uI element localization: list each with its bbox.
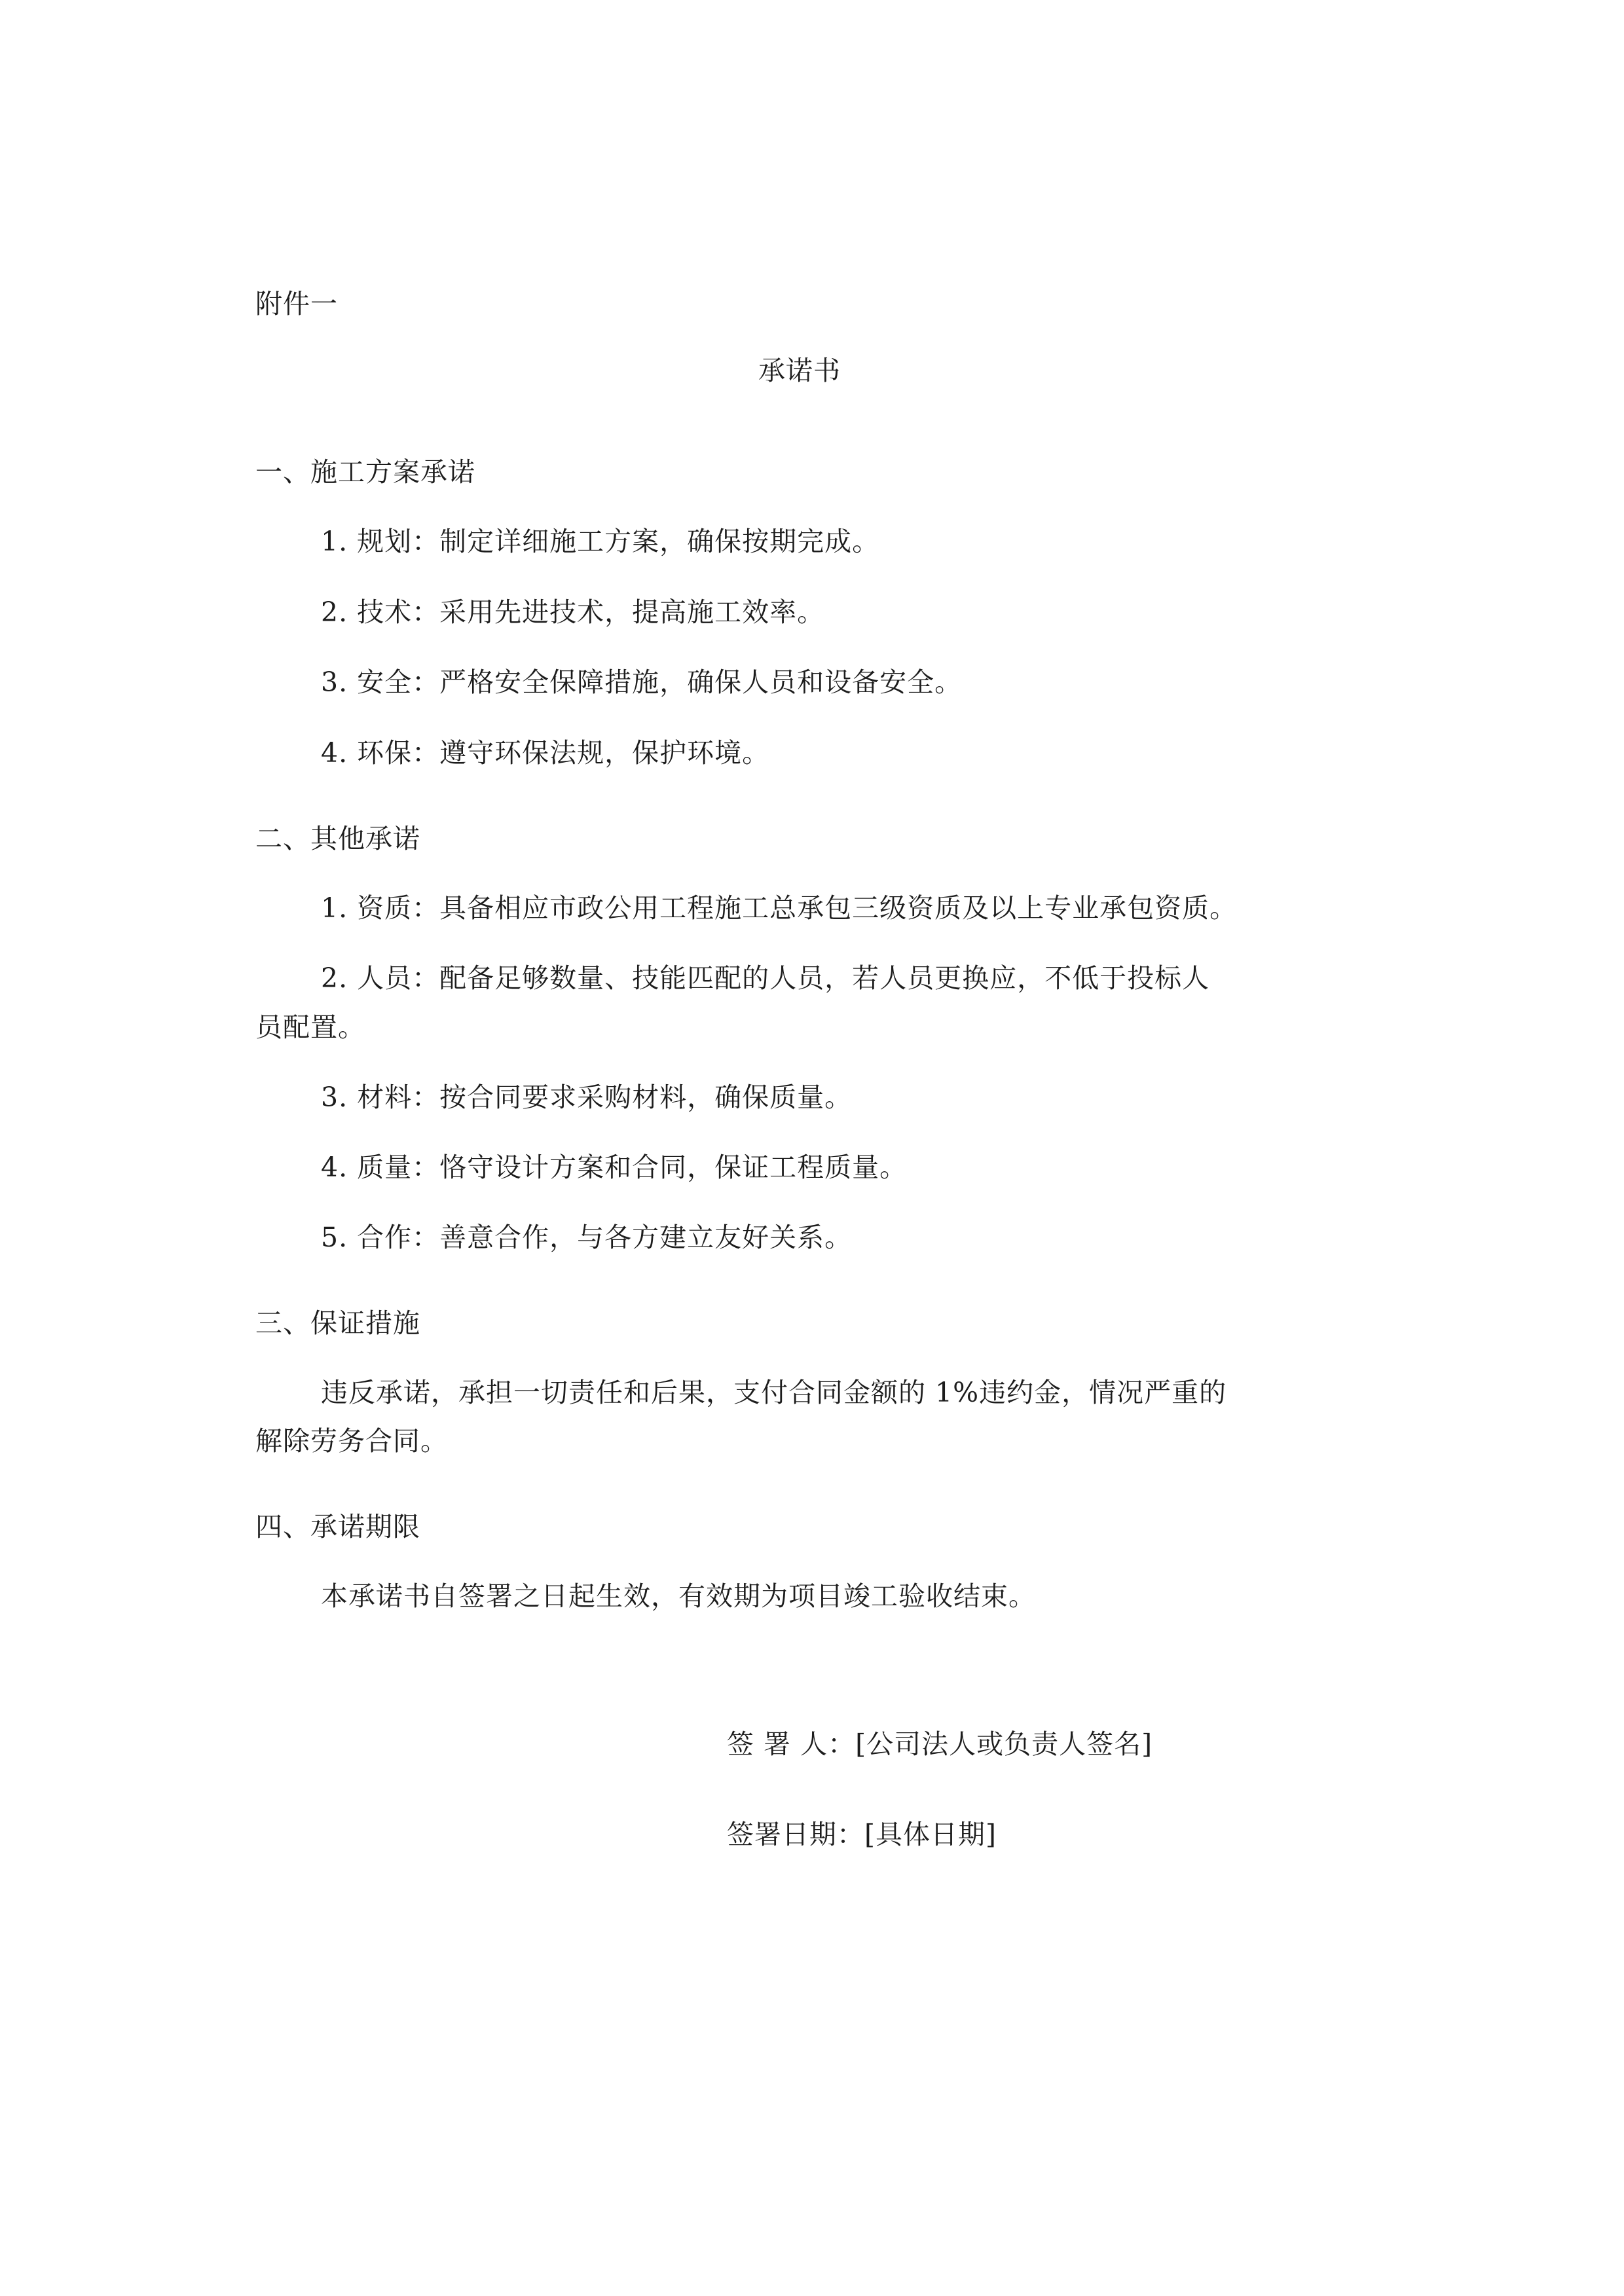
list-item: 4. 环保：遵守环保法规，保护环境。: [321, 737, 770, 769]
list-item: 5. 合作：善意合作，与各方建立友好关系。: [321, 1222, 853, 1253]
section-heading: 三、保证措施: [255, 1307, 420, 1339]
paragraph-line: 违反承诺，承担一切责任和后果，支付合同金额的 1%违约金，情况严重的: [321, 1377, 1227, 1408]
date-label: 签署日期：: [727, 1819, 864, 1850]
date-line: [727, 1819, 997, 1851]
signer-line: [727, 1728, 1153, 1760]
section-heading: 四、承诺期限: [255, 1511, 420, 1542]
paragraph-line: 解除劳务合同。: [255, 1425, 448, 1457]
section-heading: 二、其他承诺: [255, 823, 420, 854]
list-item: 1. 资质：具备相应市政公用工程施工总承包三级资质及以上专业承包资质。: [321, 892, 1238, 924]
list-item-continuation: 员配置。: [255, 1011, 365, 1043]
date-value: [具体日期]: [864, 1819, 997, 1850]
list-item: 3. 安全：严格安全保障措施，确保人员和设备安全。: [321, 666, 963, 698]
list-item: 2. 人员：配备足够数量、技能匹配的人员，若人员更换应，不低于投标人: [321, 962, 1210, 994]
list-item: 2. 技术：采用先进技术，提高施工效率。: [321, 596, 825, 628]
signer-label: 签 署 人：: [727, 1728, 856, 1760]
list-item: 4. 质量：恪守设计方案和合同，保证工程质量。: [321, 1152, 908, 1183]
list-item: 3. 材料：按合同要求采购材料，确保质量。: [321, 1082, 853, 1113]
document-title: 承诺书: [758, 355, 841, 386]
section-heading: 一、施工方案承诺: [255, 456, 475, 488]
signer-value: [公司法人或负责人签名]: [855, 1728, 1153, 1760]
list-item: 1. 规划：制定详细施工方案，确保按期完成。: [321, 526, 880, 557]
attachment-label: 附件一: [255, 288, 338, 319]
paragraph-line: 本承诺书自签署之日起生效，有效期为项目竣工验收结束。: [321, 1580, 1036, 1612]
